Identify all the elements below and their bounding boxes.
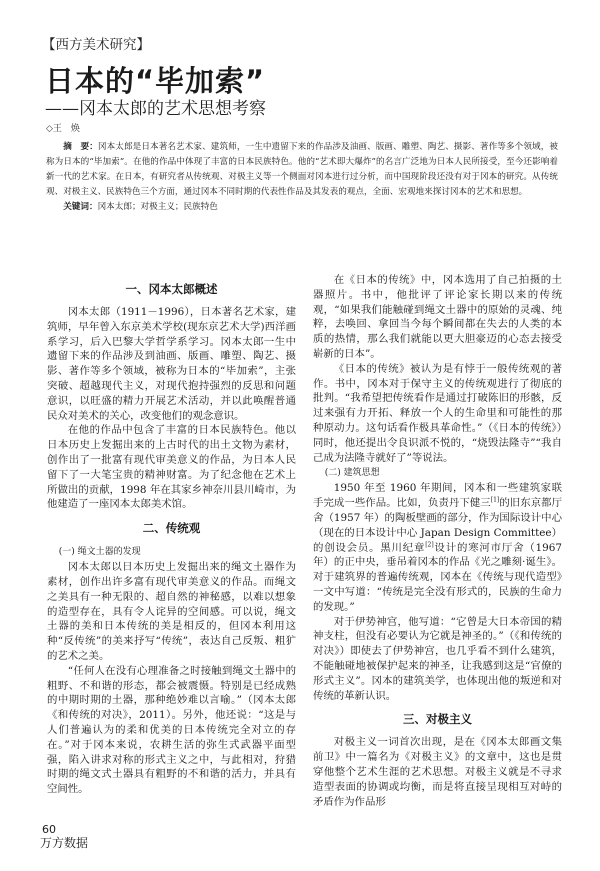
paragraph (313, 481, 562, 614)
paragraph: “任何人在没有心理准备之时接触到绳文土器中的粗野、不和谐的形态，都会被震慑。特别是已经成熟的中期时期的土器，那种绝妙难以言喻。”（冈本太郎《和传统的对决》，2011）。另外，他还说：“这是与人们普遍认为的柔和优美的日本传统完全对立的存在。”对于冈本来说，农耕生活的弥生式武器平面型强，陷入讲求对称的形式主义之中，与此相对，狩猎时期的绳文式土器具有粗野的不和谐的活力，并具有空间性。 (47, 664, 296, 796)
abstract (46, 140, 558, 200)
section-heading-2: 二、传统观 (142, 521, 201, 536)
paragraph: 《日本的传统》被认为是有悖于一般传统观的著作。书中，冈本对于保守主义的传统观进行了彻底的批判。“我希望把传统看作是通过打破陈旧的形骸，反过来强有力开拓、释放一个人的生命里和可能性的那种原动力。这句话看作极具革命性。”（《日本的传统》）同时，他还提出令良识派不悦的，“烧毁法隆寺”“我自己成为法隆寺就好了”等说法。 (313, 362, 562, 464)
footnote-ref: [1] (490, 496, 500, 504)
paragraph: 在他的作品中包含了丰富的日本民族特色。他以日本历史上发掘出来的上古时代的出土文物为素材，创作出了一批富有现代审美意义的作品，为日本人民留下了一大笔宝贵的精神财富。为了纪念他在艺术上所做出的贡献，1998 年在其家乡神奈川县川崎市，为他建造了一座冈本太郎美术馆。 (47, 424, 296, 511)
section-label: 【西方美术研究】 (42, 37, 150, 53)
page-number: 60 (42, 823, 56, 837)
section-heading-1: 一、冈本太郎概述 (125, 282, 218, 296)
article-subtitle: ——冈本太郎的艺术思想考察 (45, 99, 266, 119)
subsection-heading: (二) 建筑思想 (324, 468, 380, 479)
body-columns (47, 274, 563, 809)
paragraph: 对于伊势神宫，他写道：“它曾是大日本帝国的精神支柱，但没有必要认为它就是神圣的。”（《和传统的对决》）即使去了伊势神宫，也几乎看不到什么建筑，不能触碰地被保护起来的神圣，让我感到这是“官僚的形式主义”。冈本的建筑美学，也体现出他的叛逆和对传统的革新认识。 (313, 615, 562, 702)
text-segment: 设计的寒河市厅舍（1967 年）的正中央，垂吊着冈本的作品《光之雕刻·诞生》。对于建筑界的普遍传统观，冈本在《传统与现代造型》一文中写道：“传统是完全没有形式的，民族的生命力的发现。” (313, 541, 562, 613)
watermark: 万方数据 (40, 836, 89, 851)
right-column (313, 273, 562, 809)
paragraph: 冈本太郎（1911－1996），日本著名艺术家，建筑师，早年曾入东京美术学校(现东京艺术大学)西洋画系学习，后入巴黎大学哲学系学习。冈本太郎一生中遗留下来的作品涉及到油画、版画、雕塑、陶艺、摄影、著作等多个领域，被称为日本的“毕加索”，主张突破、超越现代主义，对现代抱持强烈的反思和问题意识，以旺盛的精力开展艺术活动，并以此唤醒普通民众对美术的关心，改变他们的观念意识。 (47, 306, 296, 422)
subsection-heading: (一) 绳文土器的发现 (58, 547, 141, 558)
paragraph: 冈本太郎以日本历史上发掘出来的绳文土器作为素材，创作出许多富有现代审美意义的作品。而绳文之美具有一种无限的、超自然的神秘感，以难以想象的造型存在，具有令人诧异的空间感。可以说，绳文土器的美和日本传统的美是相反的，但冈本利用这种“反传统”的美来抒写“传统”，表达自己反叛、粗犷的艺术之美。 (47, 561, 296, 662)
left-column (47, 281, 296, 809)
keywords (46, 200, 562, 215)
footer (42, 823, 562, 851)
keywords-label: 关键词： (63, 202, 98, 212)
text-segment: 的旧东京都厅舍（1957 年）的陶板壁画的部分，作为国际设计中心（现在的日本设计中心 Japan Design Committee）的创设会员。黑川纪章 (313, 497, 563, 554)
paragraph: 在《日本的传统》中，冈本选用了自己拍摄的土器照片。书中，他批评了评论家长期以来的传统观，“如果我们能触碰到绳文土器中的原始的灵魂、纯粹，去唤回、拿回当今每个瞬间都在失去的人类的本质的热情，那么我们就能以更大胆豪迈的心态去接受崭新的日本”。 (313, 274, 562, 360)
text-segment: 1950 年至 1960 年期间，冈本和一些建筑家联手完成一些作品。比如，负责丹下健三 (313, 482, 562, 510)
paragraph: 对极主义一词首次出现，是在《冈本太郎画文集 前卫》中一篇名为《对极主义》的文章中，这也是贯穿他整个艺术生涯的艺术思想。对极主义就是不寻求造型表面的协调或均衡，而是将直接呈现相互对峙的矛盾作为作品形 (313, 736, 562, 808)
abstract-label: 摘 要： (63, 142, 98, 152)
keywords-text: 冈本太郎；对极主义；民族特色 (97, 202, 218, 212)
author: ◇王 焕 (46, 124, 80, 134)
section-heading-3: 三、对极主义 (403, 712, 472, 727)
article-title: 日本的“毕加索” (45, 64, 266, 98)
footnote-ref: [2] (425, 541, 434, 549)
abstract-text: 冈本太郎是日本著名艺术家、建筑师，一生中遗留下来的作品涉及油画、版画、雕塑、陶艺、摄影、著作等多个领域，被称为日本的“毕加索”。在他的作品中体现了丰富的日本民族特色。他的“艺术即大爆炸”的名言广泛地为日本人民所接受，至今还影响着新一代的艺术家。在日本，有研究者从传统观、对极主义等一个侧面对冈本进行过分析，而中国现阶段还没有对于冈本的研究。从传统观、对极主义、民族特色三个方面，通过冈本不同时期的代表性作品及其发表的观点，全面、宏观地来探讨冈本的艺术和思想。 (46, 142, 558, 197)
